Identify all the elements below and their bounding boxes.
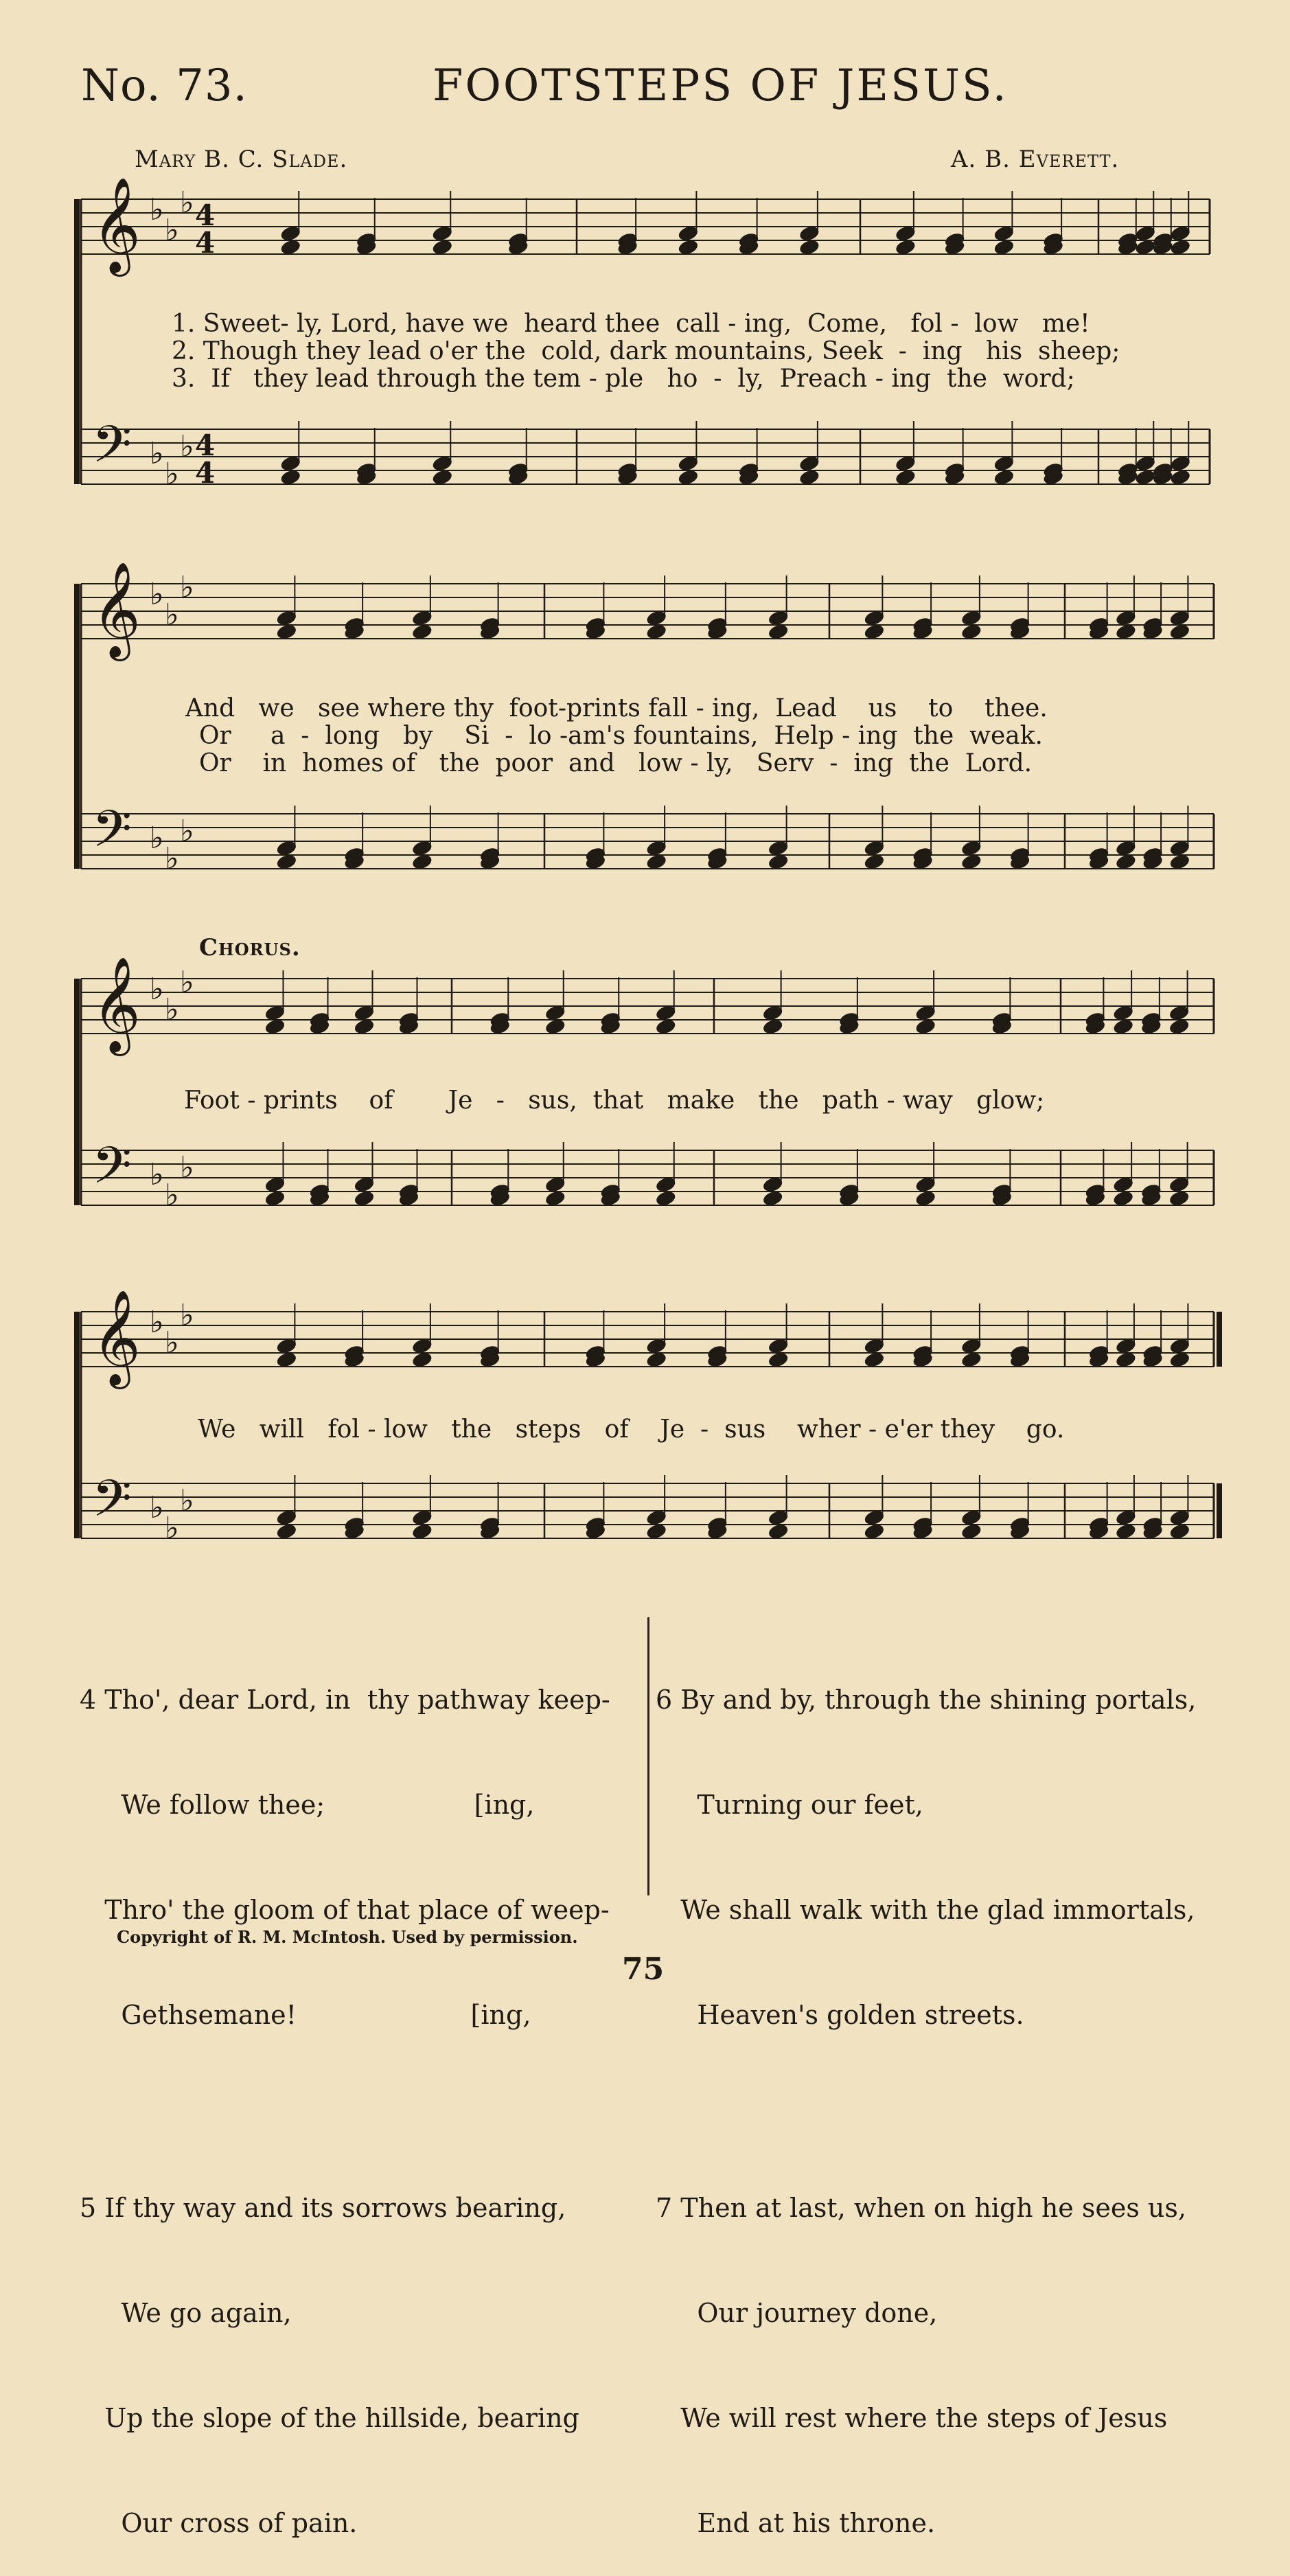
verse-line: We shall walk with the glad immortals, — [656, 1895, 1195, 1925]
flat-sign: ♭ — [180, 1150, 194, 1185]
bass-clef: 𝄢 — [92, 1136, 132, 1208]
flat-sign: ♭ — [150, 1490, 164, 1525]
verse-divider — [647, 1617, 649, 1895]
flat-sign: ♭ — [180, 814, 194, 849]
verse-line: Heaven's golden streets. — [656, 2000, 1024, 2030]
flat-sign: ♭ — [165, 1178, 179, 1213]
verse-line: Gethsemane! [ing, — [80, 2000, 531, 2030]
bass-clef: 𝄢 — [92, 799, 132, 871]
verse-line: 6 By and by, through the shining portals, — [656, 1685, 1197, 1715]
verses-right — [656, 1612, 1196, 2576]
lyric-line: And we see where thy foot-prints fall - ing, Lead us to thee. — [185, 694, 1048, 722]
lyricist-credit: Mary B. C. Slade. — [135, 146, 348, 173]
verse-line: We follow thee; [ing, — [80, 1790, 535, 1820]
composer-credit: A. B. Everett. — [951, 146, 1120, 173]
flat-sign: ♭ — [180, 185, 194, 220]
system-bracket — [74, 199, 80, 484]
flat-sign: ♭ — [165, 841, 179, 876]
time-signature: 4 — [195, 226, 216, 260]
verse-gap — [80, 2103, 610, 2121]
system-bracket — [74, 979, 80, 1205]
treble-clef: 𝄞 — [92, 957, 141, 1052]
verse-line: 5 If thy way and its sorrows bearing, — [80, 2193, 566, 2223]
verse-gap — [656, 2103, 1196, 2121]
flat-sign: ♭ — [165, 597, 179, 632]
flat-sign: ♭ — [180, 570, 194, 605]
verse-line: Thro' the gloom of that place of weep- — [80, 1895, 610, 1925]
verse-line: End at his throne. — [656, 2508, 936, 2538]
verse-line: We will rest where the steps of Jesus — [656, 2403, 1168, 2433]
flat-sign: ♭ — [165, 457, 179, 492]
hymn-number: No. 73. — [81, 60, 248, 111]
flat-sign: ♭ — [180, 1298, 194, 1333]
flat-sign: ♭ — [165, 1325, 179, 1360]
copyright-notice: Copyright of R. M. McIntosh. Used by permission. — [117, 1927, 578, 1947]
flat-sign: ♭ — [180, 965, 194, 1000]
lyric-line: 2. Though they lead o'er the cold, dark mountains, Seek - ing his sheep; — [172, 337, 1120, 365]
flat-sign: ♭ — [180, 429, 194, 464]
verse-line: Our journey done, — [656, 2298, 938, 2328]
page-number: 75 — [622, 1952, 665, 1987]
bass-clef: 𝄢 — [92, 1469, 132, 1541]
verse-line: We go again, — [80, 2298, 292, 2328]
flat-sign: ♭ — [165, 992, 179, 1027]
system-bracket — [74, 1312, 80, 1538]
verse-line: Up the slope of the hillside, bearing — [80, 2403, 579, 2433]
treble-clef: 𝄞 — [92, 1290, 141, 1385]
time-signature: 4 — [195, 456, 216, 490]
flat-sign: ♭ — [150, 1157, 164, 1192]
chorus-label: Chorus. — [199, 934, 301, 961]
treble-clef: 𝄞 — [92, 562, 141, 657]
verses-left — [80, 1612, 610, 2576]
flat-sign: ♭ — [150, 972, 164, 1007]
treble-clef: 𝄞 — [92, 177, 141, 273]
verse-line: Our cross of pain. — [80, 2508, 358, 2538]
verse-line: 7 Then at last, when on high he sees us, — [656, 2193, 1186, 2223]
bass-clef: 𝄢 — [92, 415, 132, 487]
lyric-line: Or a - long by Si - lo -am's fountains, Help - ing the weak. — [199, 722, 1043, 750]
lyric-line: 1. Sweet- ly, Lord, have we heard thee call - ing, Come, fol - low me! — [172, 310, 1090, 338]
time-signature: 4 — [195, 198, 216, 232]
flat-sign: ♭ — [165, 1511, 179, 1546]
flat-sign: ♭ — [150, 192, 164, 227]
system-bracket — [74, 584, 80, 869]
lyric-line: Foot - prints of Je - sus, that make the path - way glow; — [184, 1086, 1045, 1115]
flat-sign: ♭ — [165, 213, 179, 248]
flat-sign: ♭ — [150, 821, 164, 856]
verse-line: 4 Tho', dear Lord, in thy pathway keep- — [80, 1685, 610, 1715]
flat-sign: ♭ — [150, 436, 164, 471]
flat-sign: ♭ — [150, 577, 164, 612]
flat-sign: ♭ — [150, 1305, 164, 1340]
lyric-line: We will fol - low the steps of Je - sus wher - e'er they go. — [198, 1415, 1065, 1444]
flat-sign: ♭ — [180, 1483, 194, 1518]
verse-line: Turning our feet, — [656, 1790, 923, 1820]
hymn-title: FOOTSTEPS OF JESUS. — [433, 60, 1009, 111]
time-signature: 4 — [195, 429, 216, 462]
lyric-line: 3. If they lead through the tem - ple ho - ly, Preach - ing the word; — [172, 365, 1075, 393]
lyric-line: Or in homes of the poor and low - ly, Serv - ing the Lord. — [199, 749, 1033, 777]
